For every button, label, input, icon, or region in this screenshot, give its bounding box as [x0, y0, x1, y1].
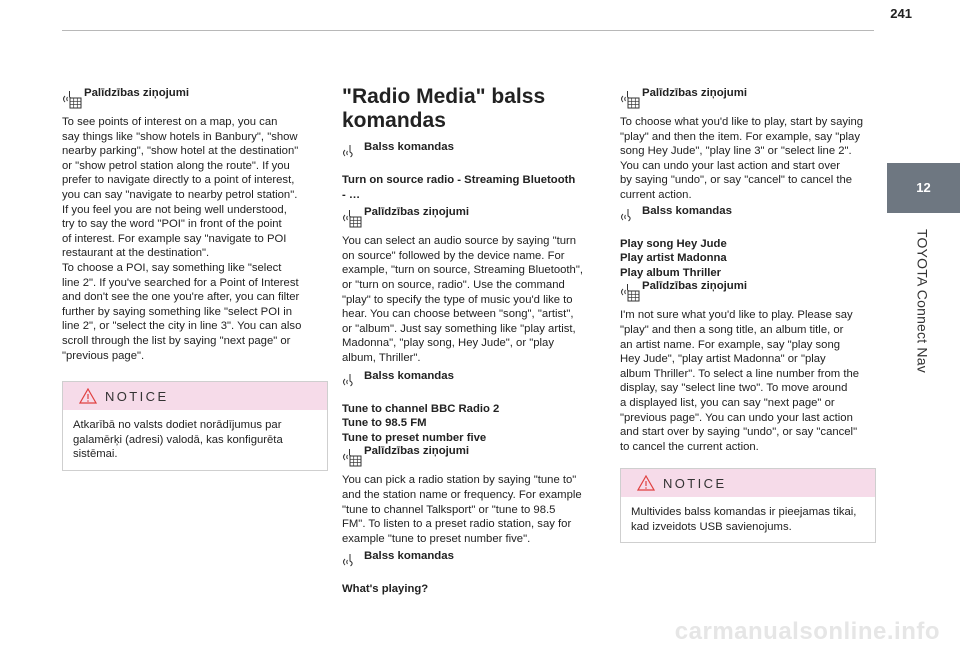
help-messages-header [342, 204, 598, 228]
header-divider [62, 30, 874, 31]
paragraph: I'm not sure what you'd like to play. Please say "play" and then a song title, an album title, or an artist name. For example, say "play song Hey Jude", "play artist Madonna" or "play album Thriller". To select a line number from the display, say "select line two". To move around a displayed list, you can say "next page" or "previous page". You can undo your last action and start over by saying "undo", or say "cancel" to cancel the current action. [620, 309, 860, 453]
header-label: Balss komandas [364, 550, 454, 563]
header-label: Balss komandas [364, 369, 454, 382]
notice-box [620, 468, 876, 543]
column-right [620, 85, 876, 543]
chapter-number: 12 [916, 180, 931, 195]
voice-command-icon [342, 370, 362, 392]
column-middle [342, 85, 598, 597]
notice-box [62, 381, 328, 471]
help-messages-header [620, 278, 876, 302]
header-label: Palīdzības ziņojumi [364, 206, 470, 219]
command-list: What's playing? [342, 583, 429, 596]
help-messages-header [620, 85, 876, 109]
voice-command-icon [342, 550, 362, 572]
voice-commands-header [620, 203, 876, 227]
notice-header [63, 382, 327, 410]
command-list: Play song Hey Jude Play artist Madonna Play album Thriller [620, 237, 727, 279]
notice-title: NOTICE [105, 388, 169, 404]
warning-icon [637, 475, 655, 491]
chapter-tab [887, 163, 960, 213]
page-number: 241 [890, 6, 912, 21]
notice-text: Multivides balss komandas ir pieejamas tikai, kad izveidots USB savienojums. [631, 506, 857, 533]
voice-help-icon [342, 445, 362, 467]
header-label: Palīdzības ziņojumi [642, 280, 748, 293]
column-left [62, 85, 328, 471]
header-label: Palīdzības ziņojumi [642, 87, 748, 99]
header-label: Balss komandas [364, 141, 454, 153]
command-list: Turn on source radio - Streaming Bluetooth - … [342, 174, 576, 201]
section-title: "Radio Media" balss komandas [342, 85, 546, 132]
paragraph: You can pick a radio station by saying "tune to" and the station name or frequency. For example "tune to channel Talksport" or "tune to 98.5 FM". To listen to a preset radio station, say for example "tune to preset number five". [342, 474, 582, 545]
watermark: carmanualsonline.info [674, 618, 940, 645]
notice-header [621, 469, 875, 497]
voice-help-icon [620, 87, 640, 109]
voice-commands-header [342, 548, 598, 572]
notice-text: Atkarībā no valsts dodiet norādījumus par galamērķi (adresi) valodā, kas konfigurēta sistēmai. [73, 419, 283, 461]
command-list: Tune to channel BBC Radio 2 Tune to 98.5 FM Tune to preset number five [342, 402, 500, 444]
voice-command-icon [342, 141, 362, 163]
chapter-title: TOYOTA Connect Nav [914, 229, 931, 373]
voice-commands-header [342, 139, 598, 163]
header-label: Palīdzības ziņojumi [364, 445, 470, 458]
paragraph: To choose what you'd like to play, start by saying "play" and then the item. For example, say "play song Hey Jude", "play line 3" or "select line 2". You can undo your last action and start over by saying "undo", or say "cancel" to cancel the current action. [620, 116, 864, 201]
voice-help-icon [62, 87, 82, 109]
chapter-title-vertical [885, 216, 960, 386]
notice-title: NOTICE [663, 475, 727, 491]
voice-commands-header [342, 368, 598, 392]
voice-help-icon [620, 280, 640, 302]
help-messages-header [62, 85, 328, 109]
paragraph: You can select an audio source by saying "turn on source" followed by the device name. For example, "turn on source, Streaming Bluetooth", or "turn on source, radio". Use the command "play" to specify the type of music you'd like to hear. You can choose between "song", "artist", or "album". Just say something like "play artist, Madonna", "play song, Hey Jude", or "play album, Thriller". [342, 235, 583, 364]
header-label: Balss komandas [642, 204, 732, 217]
help-messages-header [342, 443, 598, 467]
paragraph: To see points of interest on a map, you can say things like "show hotels in Banbury", "show nearby parking", "show hotel at the destination" or "show petrol station along the route". If you prefer to navigate directly to a point of interest, you can say "navigate to nearby petrol station". If you feel you are not being well understood, try to say the word "POI" in front of the point of interest. For example say "navigate to POI restaurant at the destination". To choose a POI, say something like "select line 2". If you've searched for a Point of Interest and don't see the one you're after, you can filter further by saying something like "select POI in line 2", or "select the city in line 3". You can also scroll through the list by saying "next page" or "previous page". [62, 116, 302, 362]
voice-command-icon [620, 205, 640, 227]
header-label: Palīdzības ziņojumi [84, 87, 190, 99]
voice-help-icon [342, 206, 362, 228]
warning-icon [79, 388, 97, 404]
